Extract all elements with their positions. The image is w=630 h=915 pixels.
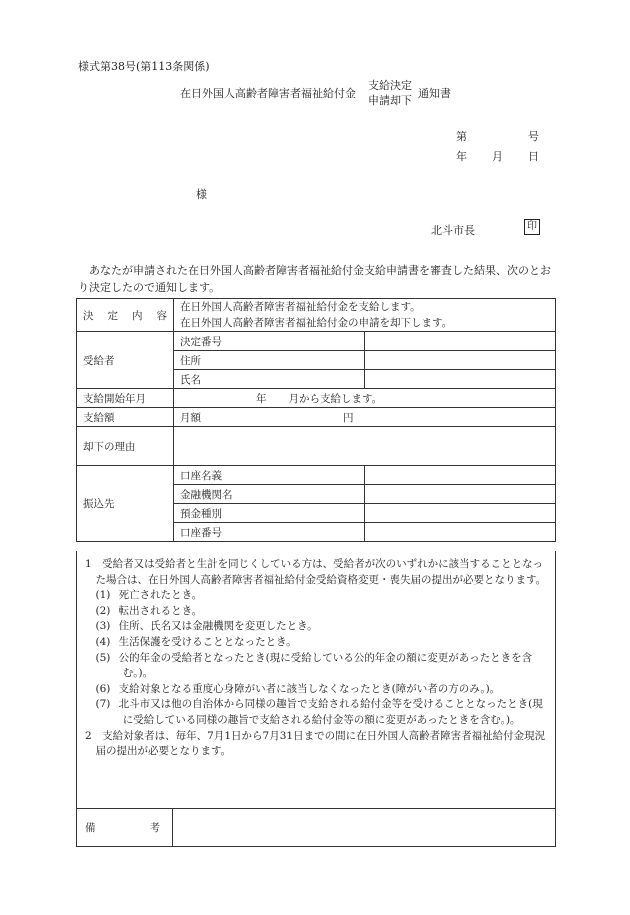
note-item-text: 支給対象となる重度心身障がい者に該当しなくなったとき(障がい者の方のみ。)。 (118, 682, 501, 695)
decision-label (77, 299, 174, 332)
addressee-suffix: 様 (196, 188, 207, 201)
decision-number-field[interactable] (365, 332, 556, 351)
note-item (96, 635, 548, 651)
start-row (77, 389, 556, 408)
note-item-text: 生活保護を受けることとなったとき。 (118, 635, 297, 648)
address-field[interactable] (365, 351, 556, 370)
decision-label-text: 決 定 内 容 (83, 309, 167, 322)
start-label: 支給開始年月 (77, 389, 174, 408)
note-item-text: 公的年金の受給者となったとき(現に受給している公的年金の額に変更があったときを含む。)。 (118, 651, 533, 680)
note-item-text: 住所、氏名又は金融機関を変更したとき。 (118, 620, 318, 633)
notes-section (76, 551, 556, 809)
deposit-type-label: 預金種別 (174, 504, 365, 523)
note-item-key: (5) (95, 651, 111, 664)
account-holder-label: 口座名義 (174, 466, 365, 485)
number-go: 号 (528, 130, 539, 143)
amount-content[interactable] (174, 408, 556, 427)
title-option-reject: 申請却下 (368, 94, 412, 107)
account-number-label: 口座番号 (174, 523, 365, 542)
number-dai: 第 (456, 130, 467, 143)
date-day: 日 (528, 150, 539, 163)
note-item-key: (3) (95, 620, 111, 633)
amount-monthly: 月額 (180, 411, 201, 424)
document-title (180, 78, 451, 108)
rejection-label: 却下の理由 (77, 427, 174, 466)
form-number: 様式第38号(第113条関係) (78, 60, 210, 73)
recipient-label: 受給者 (77, 332, 174, 389)
account-number-field[interactable] (365, 523, 556, 542)
remarks-field[interactable] (173, 809, 555, 846)
mayor-title: 北斗市長 (431, 224, 475, 237)
title-tail: 通知書 (418, 87, 451, 100)
decision-table (76, 298, 556, 542)
note-item-key: (4) (95, 635, 111, 648)
amount-row (77, 408, 556, 427)
note-items (85, 588, 547, 728)
bank-field[interactable] (365, 485, 556, 504)
account-holder-field[interactable] (365, 466, 556, 485)
note-item (96, 651, 548, 682)
start-content[interactable] (174, 389, 556, 408)
note-item-text: 死亡されたとき。 (118, 589, 203, 602)
title-options (368, 78, 412, 108)
recipient-row-1 (77, 332, 556, 351)
note-item-key: (6) (95, 682, 111, 695)
note-item (96, 682, 548, 698)
start-year: 年 (256, 392, 267, 405)
remarks-label-text: 備 考 (85, 822, 160, 834)
note-item (96, 604, 548, 620)
amount-yen: 円 (343, 411, 354, 424)
note-item (96, 619, 548, 635)
transfer-label: 振込先 (77, 466, 174, 542)
name-label: 氏名 (174, 370, 365, 389)
note-item-key: (2) (95, 604, 111, 617)
remarks-label (77, 809, 173, 846)
note-1: 1 受給者又は受給者と生計を同じくしている方は、受給者が次のいずれかに該当することとなった場合は、在日外国人高齢者障害者福祉給付金受給資格変更・喪失届の提出が必要となります。 (85, 558, 547, 586)
rejection-field[interactable] (174, 427, 556, 466)
bank-label: 金融機関名 (174, 485, 365, 504)
deposit-type-field[interactable] (365, 504, 556, 523)
date-month: 月 (492, 150, 503, 163)
intro-text: あなたが申請された在日外国人高齢者障害者福祉給付金支給申請書を審査した結果、次のとおり決定したので通知します。 (78, 264, 551, 294)
note-item (96, 697, 548, 728)
name-field[interactable] (365, 370, 556, 389)
seal-stamp: 印 (524, 219, 540, 235)
note-item-key: (1) (95, 589, 111, 602)
note-2: 2 支給対象者は、毎年、7月1日から7月31日までの間に在日外国人高齢者障害者福祉給付金現況届の提出が必要となります。 (85, 729, 546, 758)
note-item-text: 転出されるとき。 (118, 604, 203, 617)
note-item-key: (7) (95, 698, 111, 711)
start-text: 月から支給します。 (288, 392, 383, 405)
remarks-row (76, 809, 556, 847)
title-option-grant: 支給決定 (368, 79, 412, 92)
decision-content (174, 299, 556, 332)
date-year: 年 (456, 150, 467, 163)
rejection-row (77, 427, 556, 466)
decision-row (77, 299, 556, 332)
amount-label: 支給額 (77, 408, 174, 427)
note-item-text: 北斗市又は他の自治体から同様の趣旨で支給される給付金等を受けることとなったとき(現に受給している同様の趣旨で支給される給付金等の額に変更があったときを含む。)。 (118, 698, 543, 726)
title-main: 在日外国人高齢者障害者福祉給付金 (180, 87, 356, 100)
decision-number-label: 決定番号 (174, 332, 365, 351)
transfer-row-1 (77, 466, 556, 485)
address-label: 住所 (174, 351, 365, 370)
decision-grant-line: 在日外国人高齢者障害者福祉給付金を支給します。 (180, 301, 421, 313)
note-item (96, 588, 548, 604)
decision-reject-line: 在日外国人高齢者障害者福祉給付金の申請を却下します。 (180, 317, 453, 329)
